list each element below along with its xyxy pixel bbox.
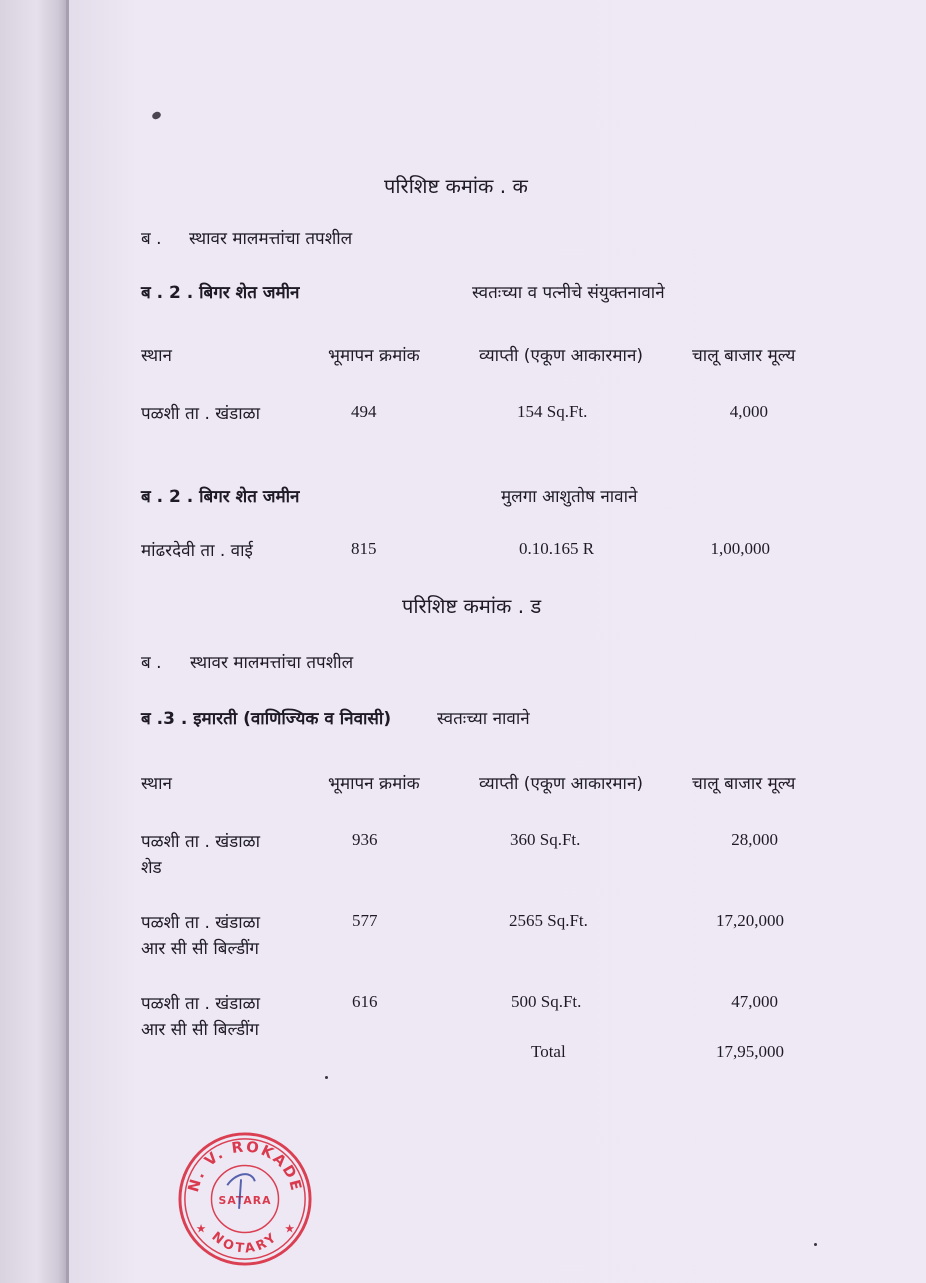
cell-value: 4,000 [729, 402, 768, 421]
cell-area: 360 Sq.Ft. [510, 830, 581, 849]
section-title: स्थावर मालमत्तांचा तपशील [189, 229, 353, 249]
cell-building-type: आर सी सी बिल्डींग [141, 1020, 260, 1040]
total-label: Total [531, 1042, 566, 1061]
ownership-note: मुलगा आशुतोष नावाने [501, 487, 638, 507]
cell-survey-no: 936 [352, 830, 378, 849]
column-header-survey-no: भूमापन क्रमांक [328, 774, 420, 794]
block-label: ब . 2 . बिगर शेत जमीन [141, 283, 300, 303]
column-header-survey-no: भूमापन क्रमांक [328, 346, 420, 366]
section-prefix: ब . [141, 653, 162, 673]
paper-speck [814, 1243, 817, 1246]
appendix-title: परिशिष्ट कमांक . ड [402, 594, 542, 618]
section-prefix: ब . [141, 229, 162, 249]
cell-building-type: शेड [141, 858, 162, 878]
cell-value: 17,20,000 [716, 911, 784, 930]
cell-location: पळशी ता . खंडाळा [141, 913, 260, 933]
cell-value: 47,000 [731, 992, 778, 1011]
notary-stamp [176, 1130, 314, 1268]
column-header-area: व्याप्ती (एकूण आकारमान) [479, 346, 644, 366]
cell-area: 154 Sq.Ft. [517, 402, 588, 421]
cell-location: मांढरदेवी ता . वाई [141, 541, 253, 561]
cell-survey-no: 494 [351, 402, 377, 421]
section-title: स्थावर मालमत्तांचा तपशील [190, 653, 354, 673]
ownership-note: स्वतःच्या नावाने [437, 709, 530, 729]
cell-location: पळशी ता . खंडाळा [141, 404, 260, 424]
cell-area: 0.10.165 R [519, 539, 595, 558]
cell-value: 1,00,000 [710, 539, 770, 558]
cell-survey-no: 577 [352, 911, 378, 930]
column-header-location: स्थान [141, 774, 172, 794]
cell-survey-no: 815 [351, 539, 377, 558]
cell-value: 28,000 [731, 830, 778, 849]
block-label: ब .3 . इमारती (वाणिज्यिक व निवासी) [141, 709, 392, 729]
cell-area: 2565 Sq.Ft. [509, 911, 588, 930]
svg-text:SATARA: SATARA [218, 1193, 272, 1207]
cell-building-type: आर सी सी बिल्डींग [141, 939, 260, 959]
svg-text:NOTARY: NOTARY [208, 1229, 282, 1257]
ownership-note: स्वतःच्या व पत्नीचे संयुक्तनावाने [472, 283, 665, 303]
column-header-value: चालू बाजार मूल्य [692, 774, 796, 794]
cell-location: पळशी ता . खंडाळा [141, 994, 260, 1014]
block-label: ब . 2 . बिगर शेत जमीन [141, 487, 300, 507]
svg-text:★: ★ [195, 1221, 207, 1236]
total-value: 17,95,000 [716, 1042, 784, 1061]
appendix-title: परिशिष्ट कमांक . क [384, 174, 528, 198]
column-header-value: चालू बाजार मूल्य [692, 346, 796, 366]
column-header-area: व्याप्ती (एकूण आकारमान) [479, 774, 644, 794]
svg-text:N. V. ROKADE: N. V. ROKADE [185, 1138, 305, 1194]
column-header-location: स्थान [141, 346, 172, 366]
cell-survey-no: 616 [352, 992, 378, 1011]
svg-text:★: ★ [284, 1221, 296, 1236]
cell-area: 500 Sq.Ft. [511, 992, 582, 1011]
cell-location: पळशी ता . खंडाळा [141, 832, 260, 852]
paper-speck [325, 1076, 328, 1079]
book-binding [0, 0, 66, 1283]
